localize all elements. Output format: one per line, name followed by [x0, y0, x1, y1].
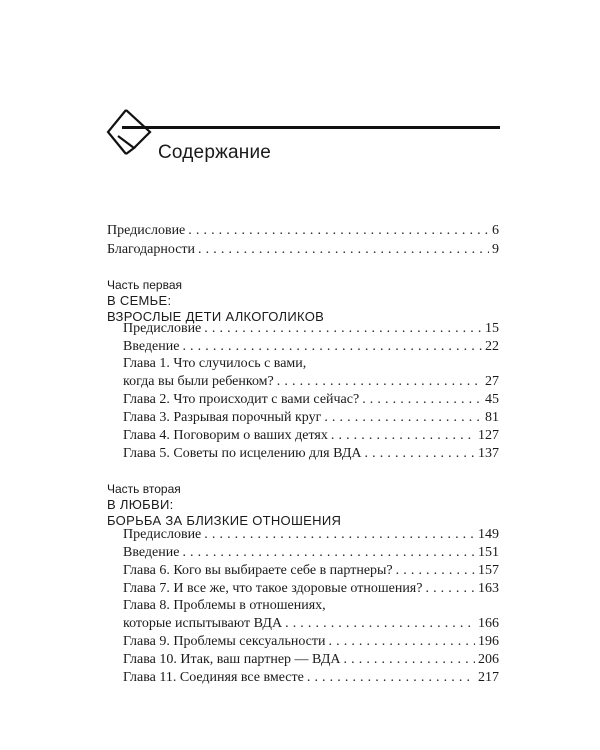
part-label: Часть первая	[107, 278, 183, 292]
toc-entry[interactable]	[123, 544, 499, 561]
toc-entry-page: 163	[478, 581, 499, 596]
toc-entry-label: Глава 10. Итак, ваш партнер — ВДА	[123, 652, 341, 667]
toc-entry[interactable]	[107, 222, 499, 239]
page-title: Содержание	[158, 142, 272, 163]
part-subtitle: БОРЬБА ЗА БЛИЗКИЕ ОТНОШЕНИЯ	[107, 513, 342, 528]
toc-entry[interactable]	[123, 445, 499, 462]
toc-entry-page: 206	[478, 652, 499, 667]
toc-leader	[365, 445, 475, 462]
toc-entry-page: 157	[478, 563, 499, 578]
toc-entry-label: Глава 11. Соединяя все вместе	[123, 670, 304, 685]
toc-entry[interactable]	[123, 409, 499, 426]
toc-entry[interactable]	[123, 427, 499, 444]
toc-leader	[331, 427, 475, 444]
toc-leader	[329, 633, 475, 650]
toc-entry-label: Введение	[123, 339, 180, 354]
toc-entry-label[interactable]: Глава 1. Что случилось с вами,	[123, 356, 307, 371]
toc-entry-page: 217	[478, 670, 499, 685]
toc-entry-label[interactable]: Глава 8. Проблемы в отношениях,	[123, 598, 326, 613]
toc-entry[interactable]	[107, 241, 499, 258]
toc-entry-label: Глава 5. Советы по исцелению для ВДА	[123, 446, 362, 461]
toc-entry[interactable]	[123, 633, 499, 650]
toc-entry-label: Глава 3. Разрывая порочный круг	[123, 410, 322, 425]
toc-entry[interactable]	[123, 391, 499, 408]
toc-leader	[324, 409, 482, 426]
toc-entry-label: Предисловие	[107, 223, 186, 238]
toc-leader	[182, 338, 482, 355]
toc-entry[interactable]	[123, 615, 499, 632]
toc-leader	[204, 320, 482, 337]
toc-entry[interactable]	[123, 669, 499, 686]
toc-entry-label: Глава 2. Что происходит с вами сейчас?	[123, 392, 360, 407]
toc-leader	[396, 562, 475, 579]
toc-entry[interactable]	[123, 338, 499, 355]
toc-entry-page: 15	[485, 321, 499, 336]
toc-entry-page: 81	[485, 410, 499, 425]
toc-entry-page: 127	[478, 428, 499, 443]
toc-entry-page: 6	[492, 223, 499, 238]
toc-entry-label: Предисловие	[123, 321, 202, 336]
toc-leader	[362, 391, 482, 408]
toc-entry[interactable]	[123, 320, 499, 337]
toc-entry-label: Глава 6. Кого вы выбираете себе в партнеры?	[123, 563, 393, 578]
toc-leader	[307, 669, 475, 686]
part-label: Часть вторая	[107, 482, 181, 496]
toc-entry-label: Благодарности	[107, 242, 196, 257]
toc-leader	[182, 544, 475, 561]
toc-entry-page: 196	[478, 634, 499, 649]
toc-entry-page: 22	[485, 339, 499, 354]
toc-entry[interactable]	[123, 373, 499, 390]
toc-entry-page: 27	[485, 374, 499, 389]
toc-entry[interactable]	[123, 651, 499, 668]
toc-entry-label: Введение	[123, 545, 180, 560]
toc-entry-label: Глава 7. И все же, что такое здоровые отношения?	[123, 581, 423, 596]
toc-leader	[344, 651, 475, 668]
part-title: В СЕМЬЕ:	[107, 293, 172, 308]
toc-entry[interactable]	[123, 580, 499, 597]
toc-entry-page: 137	[478, 446, 499, 461]
part-title: В ЛЮБВИ:	[107, 497, 174, 512]
toc-entry-page: 166	[478, 616, 499, 631]
toc-leader	[277, 373, 482, 390]
toc-leader	[425, 580, 475, 597]
toc-entry-page: 9	[492, 242, 499, 257]
toc-leader	[204, 526, 475, 543]
toc-leader	[285, 615, 475, 632]
toc-leader	[198, 241, 489, 258]
toc-entry[interactable]	[123, 526, 499, 543]
toc-entry-page: 149	[478, 527, 499, 542]
toc-entry-label-cont: которые испытывают ВДА	[123, 616, 283, 631]
toc-entry-label: Глава 4. Поговорим о ваших детях	[123, 428, 328, 443]
toc-entry-page: 45	[485, 392, 499, 407]
toc-entry-page: 151	[478, 545, 499, 560]
toc-entry-label-cont: когда вы были ребенком?	[123, 374, 274, 389]
part-subtitle: ВЗРОСЛЫЕ ДЕТИ АЛКОГОЛИКОВ	[107, 309, 325, 324]
toc-leader	[188, 222, 489, 239]
toc-entry-label: Предисловие	[123, 527, 202, 542]
toc-entry-label: Глава 9. Проблемы сексуальности	[123, 634, 326, 649]
toc-entry[interactable]	[123, 562, 499, 579]
